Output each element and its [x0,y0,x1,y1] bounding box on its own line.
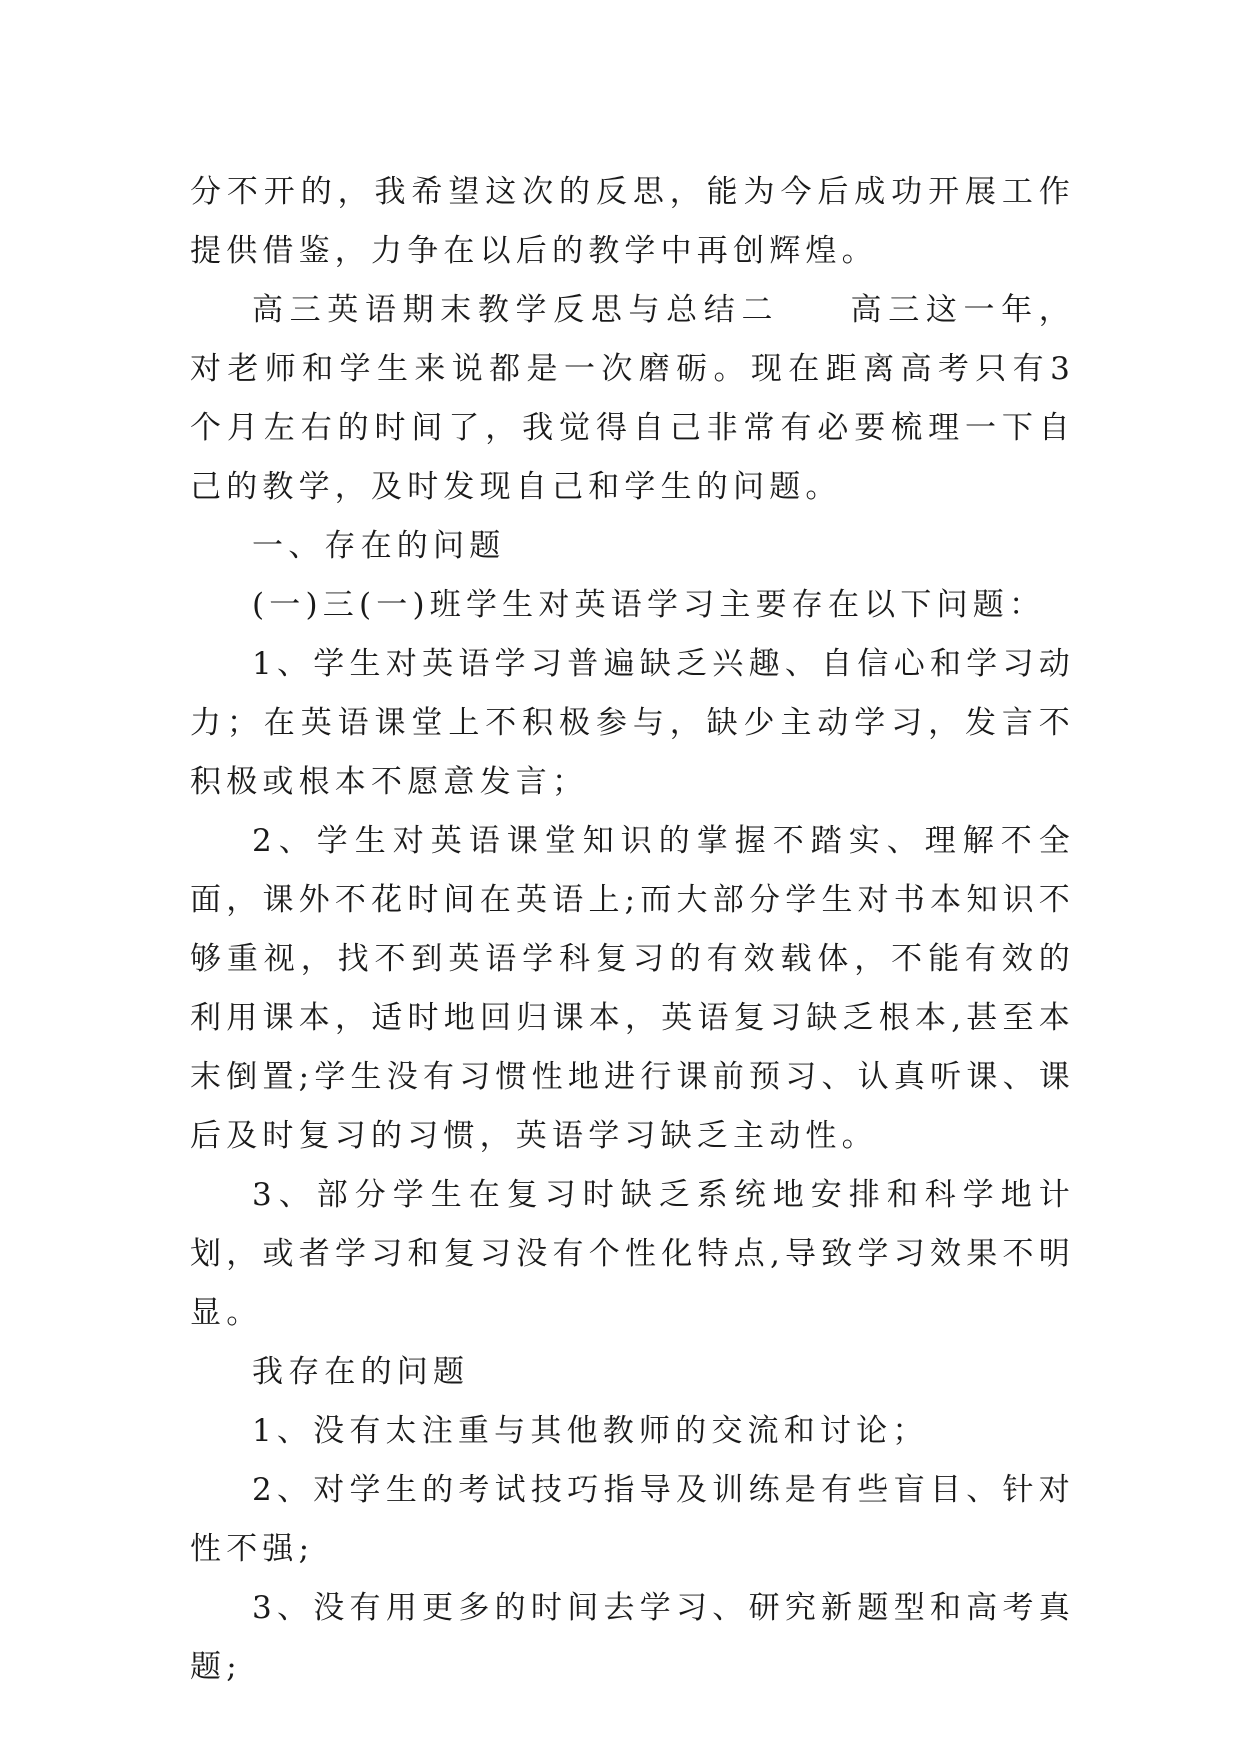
section-two-title: 高三英语期末教学反思与总结二 [252,292,780,328]
subheading-my-problems: 我存在的问题 [252,1354,470,1390]
section-two-intro: 高三这一年，对老师和学生来说都是一次磨砺。现在距离高考只有3个月左右的时间了，我觉得自己非常有必要梳理一下自己的教学，及时发现自己和学生的问题。 [190,292,1075,505]
heading-problems: 一、存在的问题 [252,528,506,564]
paragraph-section-two [190,281,1075,517]
paragraph-conclusion: 分不开的，我希望这次的反思，能为今后成功开展工作提供借鉴，力争在以后的教学中再创辉煌。 [190,174,1075,269]
subheading-class-problems: (一)三(一)班学生对英语学习主要存在以下问题： [252,587,1046,623]
list-item-student-3: 3、部分学生在复习时缺乏系统地安排和科学地计划，或者学习和复习没有个性化特点,导致学习效果不明显。 [190,1177,1075,1331]
list-item-teacher-3: 3、没有用更多的时间去学习、研究新题型和高考真题; [190,1590,1075,1685]
list-item-teacher-1: 1、没有太注重与其他教师的交流和讨论； [252,1413,929,1449]
document-body [190,163,1075,1697]
list-item-teacher-2: 2、对学生的考试技巧指导及训练是有些盲目、针对性不强; [190,1472,1075,1567]
list-item-student-1: 1、学生对英语学习普遍缺乏兴趣、自信心和学习动力；在英语课堂上不积极参与，缺少主动学习，发言不积极或根本不愿意发言； [190,646,1075,800]
list-item-student-2: 2、学生对英语课堂知识的掌握不踏实、理解不全面，课外不花时间在英语上;而大部分学生对书本知识不够重视，找不到英语学科复习的有效载体，不能有效的利用课本，适时地回归课本，英语复习缺乏根本,甚至本末倒置;学生没有习惯性地进行课前预习、认真听课、课后及时复习的习惯，英语学习缺乏主动性。 [190,823,1075,1154]
